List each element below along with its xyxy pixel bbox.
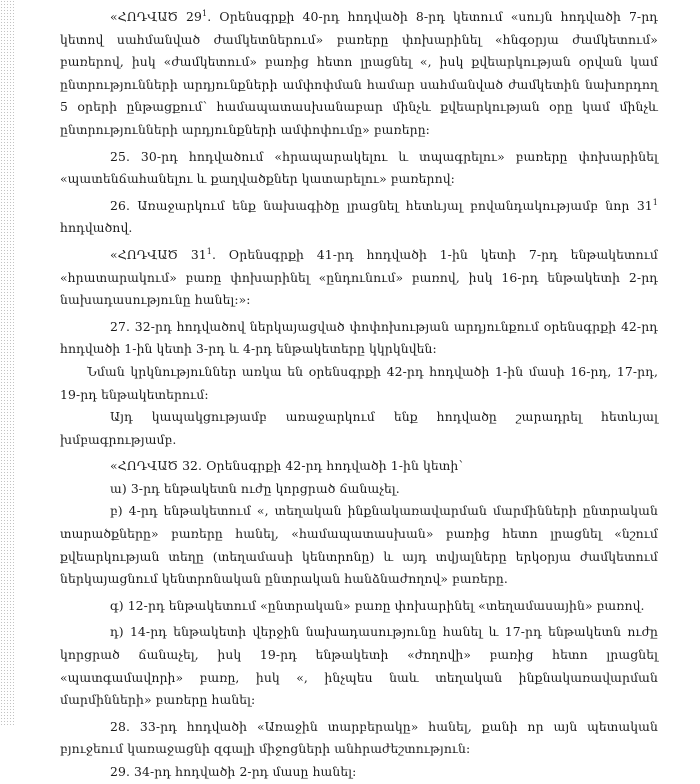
paragraph-text: . Օրենսգրքի 40-րդ հոդվածի 8-րդ կետում «սույն հոդվածի 7-րդ կետով սահմանված ժամկետներում» բառերը փոխարինել «հնգօրյա ժամկետում» բառերով, իսկ «ժամկետում» բառից հետո լրացնել «, իսկ քվեարկության օրվան կամ ընտրությունների արդյունքների ամփոփման համար սահմանված ժամկետին նախորդող 5 օրերի ընթացքում՝ համապատասխանաբար մինչև քվեարկության օրը կամ մինչև ընտրությունների արդյունքների ամփոփումը» բառերը: [60, 9, 659, 137]
paragraph-29: 29. 34-րդ հոդվածի 2-րդ մասը հանել: [110, 764, 357, 779]
paragraph-27: 27. 32-րդ հոդվածով ներկայացված փոփոխության արդյունքում օրենսգրքի 42-րդ հոդվածի 1-ին կետի 3-րդ և 4-րդ ենթակետերը կկրկնվեն: [60, 318, 658, 357]
scan-edge-noise [0, 0, 14, 725]
paragraph-text: 26. Առաջարկում ենք նախագիծը լրացնել հետևյալ բովանդակությամբ նոր 31 [110, 197, 653, 213]
paragraph-proposal: Այդ կապակցությամբ առաջարկում ենք հոդվածը շարադրել հետևյալ խմբագրությամբ. [60, 409, 658, 447]
superscript: 1 [202, 9, 208, 18]
subitem-d: դ) 14-րդ ենթակետի վերջին նախադասությունը հանել և 17-րդ ենթակետն ուժը կորցրած ճանաչել, իսկ 19-րդ ենթակետի «ժողովի» բառից հետո լրացնել «պատգամավորի» բառը, իսկ «, ինչպես նաև տեղական ինքնակառավարման մարմինների» բառերը հանել: [60, 624, 658, 708]
superscript: 1 [206, 246, 212, 256]
paragraph-repetitions: Նման կրկնություններ առկա են օրենսգրքի 42-րդ հոդվածի 1-ին մասի 16-րդ, 17-րդ, 19-րդ ենթակետերում: [60, 363, 658, 402]
paragraph-text: հոդվածով. [60, 220, 133, 236]
paragraph-article-29-1 [60, 6, 658, 142]
article-heading: «ՀՈԴՎԱԾ 29 [110, 9, 203, 24]
paragraph-28: 28. 33-րդ հոդվածի «Առաջին տարբերակը» հանել, քանի որ այն պետական բյուջեում կառաջացնի զգալի միջոցների անհրաժեշտություն: [60, 718, 658, 757]
subitem-a: ա) 3-րդ ենթակետն ուժը կորցրած ճանաչել. [110, 480, 400, 496]
paragraph-text: . Օրենսգրքի 41-րդ հոդվածի 1-ին կետի 7-րդ ենթակետում «հրատարակում» բառը փոխարինել «ընդունում» բառով, իսկ 16-րդ ենթակետի 2-րդ նախադասությունը հանել:»: [60, 246, 658, 308]
article-heading: «ՀՈԴՎԱԾ 31 [110, 246, 207, 262]
paragraph-26 [60, 195, 658, 240]
subitem-b: բ) 4-րդ ենթակետում «, տեղական ինքնակառավարման մարմինների ընտրական տարածքները» բառերը հանել, «համապատասխան» բառից հետո լրացնել «նշում քվեարկության տեղը (տեղամասի կենտրոնը) և այդ տվյալները երկօրյա ժամկետում ներկայացնում կենտրոնական ընտրական հանձնաժողով» բառերը. [60, 503, 658, 587]
paragraph-article-32: «ՀՈԴՎԱԾ 32. Օրենսգրքի 42-րդ հոդվածի 1-ին կետի՝ [110, 458, 463, 474]
superscript: 1 [652, 197, 658, 207]
subitem-g: գ) 12-րդ ենթակետում «ընտրական» բառը փոխարինել «տեղամասային» բառով. [110, 597, 645, 613]
paragraph-25: 25. 30-րդ հոդվածում «հրապարակելու և տպագրելու» բառերը փոխարինել «պատենճահանելու և քաղվածքներ կատարելու» բառերով: [60, 148, 658, 187]
paragraph-article-31-1 [60, 244, 658, 312]
